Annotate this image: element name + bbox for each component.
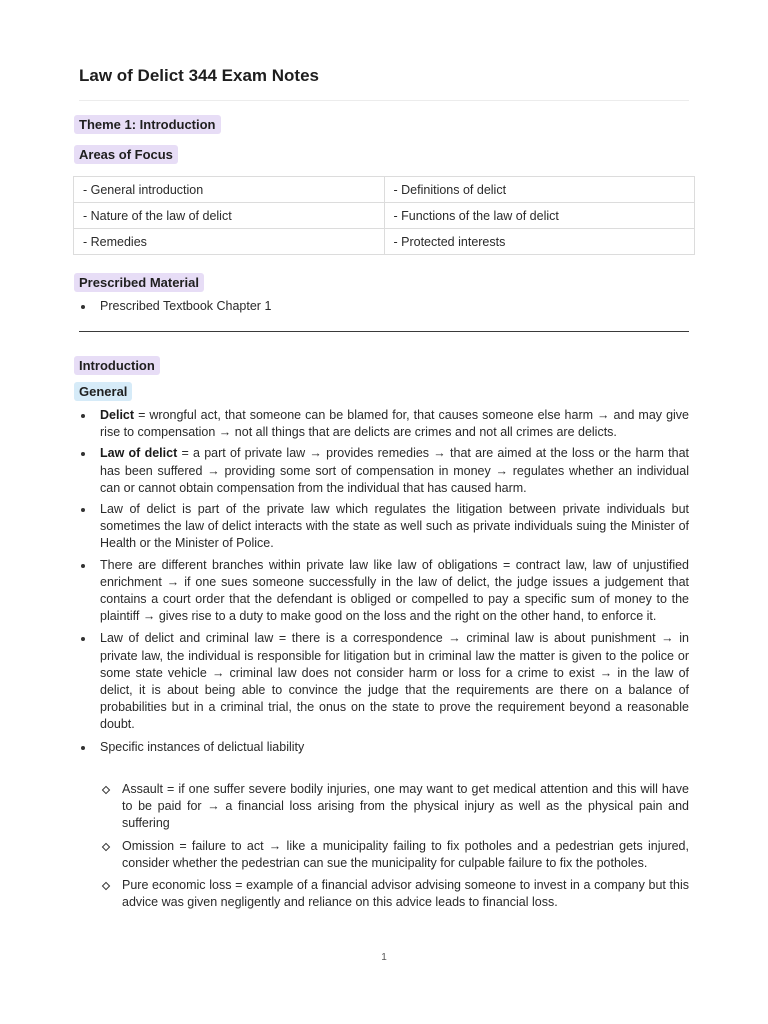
title-divider [79,100,689,101]
prescribed-material-heading: Prescribed Material [74,273,204,292]
diamond-bullet-icon [102,786,110,794]
list-item [100,838,689,872]
list-item [79,445,689,497]
table-cell: - Nature of the law of delict [74,203,385,229]
bullet-icon [81,414,85,418]
areas-of-focus-table [73,176,695,255]
theme-heading: Theme 1: Introduction [74,115,221,134]
list-item [100,877,689,911]
general-heading: General [74,382,132,401]
table-cell: - Definitions of delict [384,177,695,203]
list-item-text: = a part of private law → provides remedies → that are aimed at the loss or the harm that has been suffered → providing some sort of compensation in money → regulates whether an individual can or cannot obtain compensation from the individual that has caused harm. [100,446,690,495]
section-divider [79,331,689,332]
page-number: 1 [381,952,387,963]
areas-of-focus-heading: Areas of Focus [74,145,178,164]
bullet-icon [81,746,85,750]
table-cell: - Remedies [74,229,385,255]
term-bold: Law of delict [100,446,178,461]
list-item [79,739,689,756]
bullet-icon [81,305,85,309]
list-item [79,630,689,733]
table-row [74,203,695,229]
table-row [74,229,695,255]
prescribed-list [79,298,689,315]
list-item-text: Pure economic loss = example of a financial advisor advising someone to invest in a company but this advice was given negligently and reliance on this advice leads to financial loss. [122,878,689,910]
diamond-bullet-icon [102,882,110,890]
document-title: Law of Delict 344 Exam Notes [79,66,319,85]
table-cell: - Protected interests [384,229,695,255]
term-bold: Delict [100,408,135,422]
general-bullet-list [79,407,689,756]
list-item-text: Specific instances of delictual liability [100,739,305,754]
list-item [79,557,689,626]
bullet-icon [81,564,85,568]
list-item [79,501,689,553]
list-item-text: = wrongful act, that someone can be blamed for, that causes someone else harm → and may give rise to compensation → not all things that are delicts are crimes and not all crimes are delicts. [100,408,689,440]
list-item [79,407,689,441]
list-item-text: Law of delict is part of the private law which regulates the litigation between private individuals but sometimes the law of delict interacts with the state as well such as private individuals suing the Minister of Health or the Minister of Police. [100,502,689,551]
list-item [100,781,689,833]
bullet-icon [81,637,85,641]
list-item-text: There are different branches within private law like law of obligations = contract law, law of unjustified enrichment → if one sues someone successfully in the law of delict, the judge issues a judgement that contains a court order that the defendant is obliged or compelled to pay a specific sum of money to the plaintiff → gives rise to a duty to make good on the loss and the right on the other hand, to enforce it. [100,557,689,624]
bullet-icon [81,508,85,512]
list-item-text: Law of delict and criminal law = there is a correspondence → criminal law is about punishment → in private law, the individual is responsible for litigation but in criminal law the matter is given to the police or some state vehicle → criminal law does not consider harm or loss for a crime to exist → in the law of delict, it is about being able to convince the judge that the requirements are there on a balance of probabilities but in a criminal trial, the onus on the state to prove the requirement beyond a reasonable doubt. [100,631,689,732]
liability-sub-list [100,781,689,911]
bullet-icon [81,452,85,456]
table-cell: - Functions of the law of delict [384,203,695,229]
list-item [79,298,689,315]
table-row [74,177,695,203]
list-item-text: Omission = failure to act → like a municipality failing to fix potholes and a pedestrian gets injured, consider whether the pedestrian can sue the municipality for culpable failure to fix the potholes. [122,838,689,870]
list-item-text: Prescribed Textbook Chapter 1 [100,299,272,313]
table-cell: - General introduction [74,177,385,203]
introduction-heading: Introduction [74,356,160,375]
list-item-text: Assault = if one suffer severe bodily injuries, one may want to get medical attention and this will have to be paid for → a financial loss arising from the physical injury as well as the physical pain and suffering [122,782,689,831]
diamond-bullet-icon [102,842,110,850]
